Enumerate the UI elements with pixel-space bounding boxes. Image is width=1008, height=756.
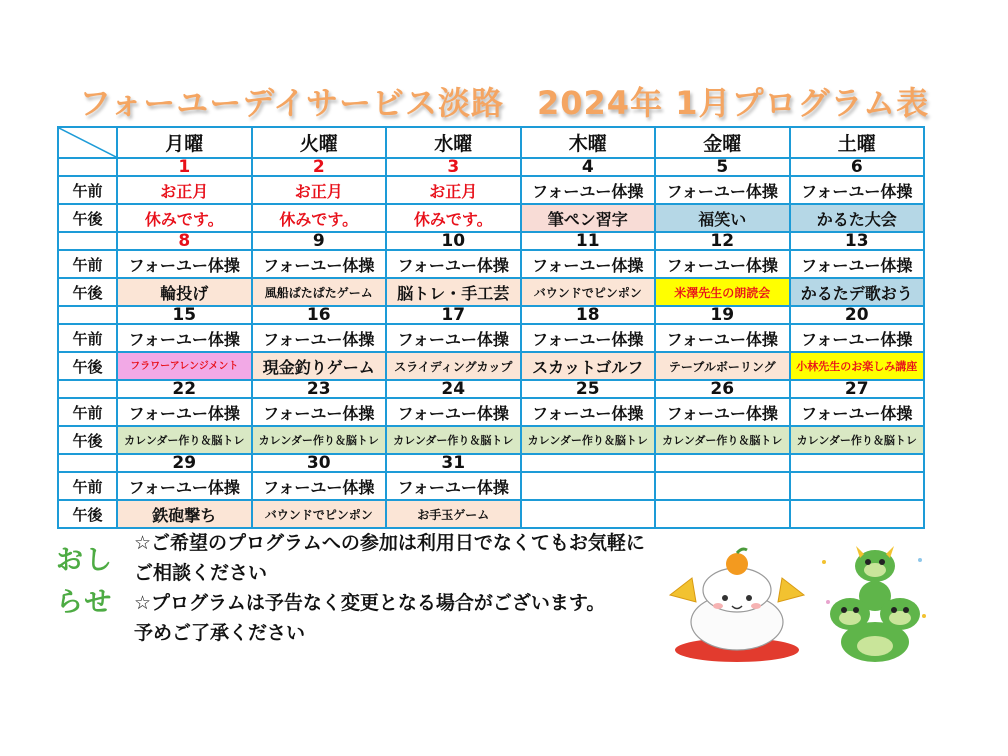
pm-label: 午後: [58, 352, 117, 380]
date-cell: 2: [252, 158, 387, 176]
am-program: フォーユー体操: [252, 250, 387, 278]
pm-row: [58, 426, 924, 454]
am-program: フォーユー体操: [386, 250, 521, 278]
pm-row: [58, 500, 924, 528]
am-program: フォーユー体操: [790, 176, 925, 204]
pm-program: 鉄砲撃ち: [117, 500, 252, 528]
am-row: [58, 324, 924, 352]
pm-program: [655, 500, 790, 528]
weekday-header: 水曜: [386, 127, 521, 158]
am-program: [655, 472, 790, 500]
pm-program: 小林先生のお楽しみ講座: [790, 352, 925, 380]
weekday-header: 木曜: [521, 127, 656, 158]
pm-program: カレンダー作り＆脳トレ: [386, 426, 521, 454]
am-program: フォーユー体操: [386, 472, 521, 500]
pm-row: [58, 352, 924, 380]
pm-program: 脳トレ・手工芸: [386, 278, 521, 306]
date-cell: 25: [521, 380, 656, 398]
am-program: フォーユー体操: [655, 176, 790, 204]
am-program: フォーユー体操: [386, 324, 521, 352]
date-cell: 15: [117, 306, 252, 324]
am-program: フォーユー体操: [252, 398, 387, 426]
pm-program: 現金釣りゲーム: [252, 352, 387, 380]
notice-text: [134, 528, 645, 648]
weekday-header: 土曜: [790, 127, 925, 158]
weekday-header: 月曜: [117, 127, 252, 158]
date-row: [58, 232, 924, 250]
am-label: 午前: [58, 398, 117, 426]
notice-side-label: [56, 540, 120, 624]
pm-program: [790, 500, 925, 528]
date-row: [58, 306, 924, 324]
pm-program: カレンダー作り＆脳トレ: [117, 426, 252, 454]
pm-program: スライディングカップ: [386, 352, 521, 380]
weekday-header-row: [58, 127, 924, 158]
date-cell: 24: [386, 380, 521, 398]
am-program: フォーユー体操: [655, 324, 790, 352]
am-label: 午前: [58, 472, 117, 500]
am-label: 午前: [58, 324, 117, 352]
am-row: [58, 176, 924, 204]
notice-line: ご相談ください: [134, 562, 268, 584]
dragon-group-icon: [820, 538, 930, 668]
date-row: [58, 380, 924, 398]
date-row: [58, 158, 924, 176]
empty-label-cell: [58, 380, 117, 398]
date-cell: 23: [252, 380, 387, 398]
date-cell: [521, 454, 656, 472]
pm-program: テーブルボーリング: [655, 352, 790, 380]
pm-program: フラワーアレンジメント: [117, 352, 252, 380]
am-row: [58, 250, 924, 278]
am-row: [58, 398, 924, 426]
pm-program: 風船ぱたぱたゲーム: [252, 278, 387, 306]
notice-line: ☆プログラムは予告なく変更となる場合がございます。: [134, 592, 606, 614]
date-cell: 11: [521, 232, 656, 250]
date-cell: 3: [386, 158, 521, 176]
date-cell: 29: [117, 454, 252, 472]
pm-program: バウンドでピンポン: [521, 278, 656, 306]
header-corner-cell: [58, 127, 117, 158]
date-row: [58, 454, 924, 472]
date-cell: 1: [117, 158, 252, 176]
am-program: フォーユー体操: [117, 250, 252, 278]
date-cell: 18: [521, 306, 656, 324]
empty-label-cell: [58, 158, 117, 176]
am-program: お正月: [117, 176, 252, 204]
am-label: 午前: [58, 250, 117, 278]
pm-program: バウンドでピンポン: [252, 500, 387, 528]
date-cell: 10: [386, 232, 521, 250]
pm-label: 午後: [58, 204, 117, 232]
am-program: フォーユー体操: [521, 250, 656, 278]
date-cell: [655, 454, 790, 472]
date-cell: [790, 454, 925, 472]
am-program: お正月: [252, 176, 387, 204]
am-program: フォーユー体操: [117, 472, 252, 500]
pm-label: 午後: [58, 426, 117, 454]
pm-program: 筆ペン習字: [521, 204, 656, 232]
pm-program: お手玉ゲーム: [386, 500, 521, 528]
pm-program: カレンダー作り＆脳トレ: [252, 426, 387, 454]
am-program: フォーユー体操: [252, 472, 387, 500]
date-cell: 19: [655, 306, 790, 324]
page-title: フォーユーデイサービス淡路 2024年 1月プログラム表: [78, 84, 930, 122]
pm-program: 輪投げ: [117, 278, 252, 306]
date-cell: 13: [790, 232, 925, 250]
date-cell: 20: [790, 306, 925, 324]
date-cell: 5: [655, 158, 790, 176]
date-cell: 9: [252, 232, 387, 250]
pm-label: 午後: [58, 278, 117, 306]
am-program: フォーユー体操: [117, 324, 252, 352]
am-program: フォーユー体操: [521, 324, 656, 352]
empty-label-cell: [58, 232, 117, 250]
am-program: [521, 472, 656, 500]
am-program: お正月: [386, 176, 521, 204]
pm-program: カレンダー作り＆脳トレ: [655, 426, 790, 454]
pm-row: [58, 204, 924, 232]
pm-program: スカットゴルフ: [521, 352, 656, 380]
weekday-header: 金曜: [655, 127, 790, 158]
pm-program: 休みです。: [386, 204, 521, 232]
am-program: フォーユー体操: [252, 324, 387, 352]
date-cell: 27: [790, 380, 925, 398]
pm-program: カレンダー作り＆脳トレ: [790, 426, 925, 454]
date-cell: 8: [117, 232, 252, 250]
pm-program: 休みです。: [117, 204, 252, 232]
pm-program: 福笑い: [655, 204, 790, 232]
am-program: [790, 472, 925, 500]
empty-label-cell: [58, 306, 117, 324]
am-program: フォーユー体操: [790, 324, 925, 352]
pm-program: [521, 500, 656, 528]
notice-side-label-line: おし: [56, 545, 114, 576]
notice-line: ☆ご希望のプログラムへの参加は利用日でなくてもお気軽に: [134, 532, 645, 554]
am-program: フォーユー体操: [521, 176, 656, 204]
date-cell: 22: [117, 380, 252, 398]
am-program: フォーユー体操: [790, 398, 925, 426]
am-program: フォーユー体操: [521, 398, 656, 426]
pm-program: カレンダー作り＆脳トレ: [521, 426, 656, 454]
pm-program: 休みです。: [252, 204, 387, 232]
pm-program: かるたデ歌おう: [790, 278, 925, 306]
am-program: フォーユー体操: [117, 398, 252, 426]
date-cell: 30: [252, 454, 387, 472]
pm-row: [58, 278, 924, 306]
program-calendar: [57, 126, 925, 529]
empty-label-cell: [58, 454, 117, 472]
notice-side-label-line: らせ: [56, 587, 114, 618]
pm-label: 午後: [58, 500, 117, 528]
date-cell: 26: [655, 380, 790, 398]
date-cell: 6: [790, 158, 925, 176]
kagami-mochi-character-icon: [662, 540, 812, 665]
weekday-header: 火曜: [252, 127, 387, 158]
am-row: [58, 472, 924, 500]
date-cell: 31: [386, 454, 521, 472]
pm-program: 米澤先生の朗読会: [655, 278, 790, 306]
date-cell: 17: [386, 306, 521, 324]
am-program: フォーユー体操: [386, 398, 521, 426]
am-program: フォーユー体操: [655, 398, 790, 426]
pm-program: かるた大会: [790, 204, 925, 232]
date-cell: 16: [252, 306, 387, 324]
date-cell: 4: [521, 158, 656, 176]
notice-line: 予めご了承ください: [134, 622, 306, 644]
am-program: フォーユー体操: [655, 250, 790, 278]
am-label: 午前: [58, 176, 117, 204]
date-cell: 12: [655, 232, 790, 250]
am-program: フォーユー体操: [790, 250, 925, 278]
